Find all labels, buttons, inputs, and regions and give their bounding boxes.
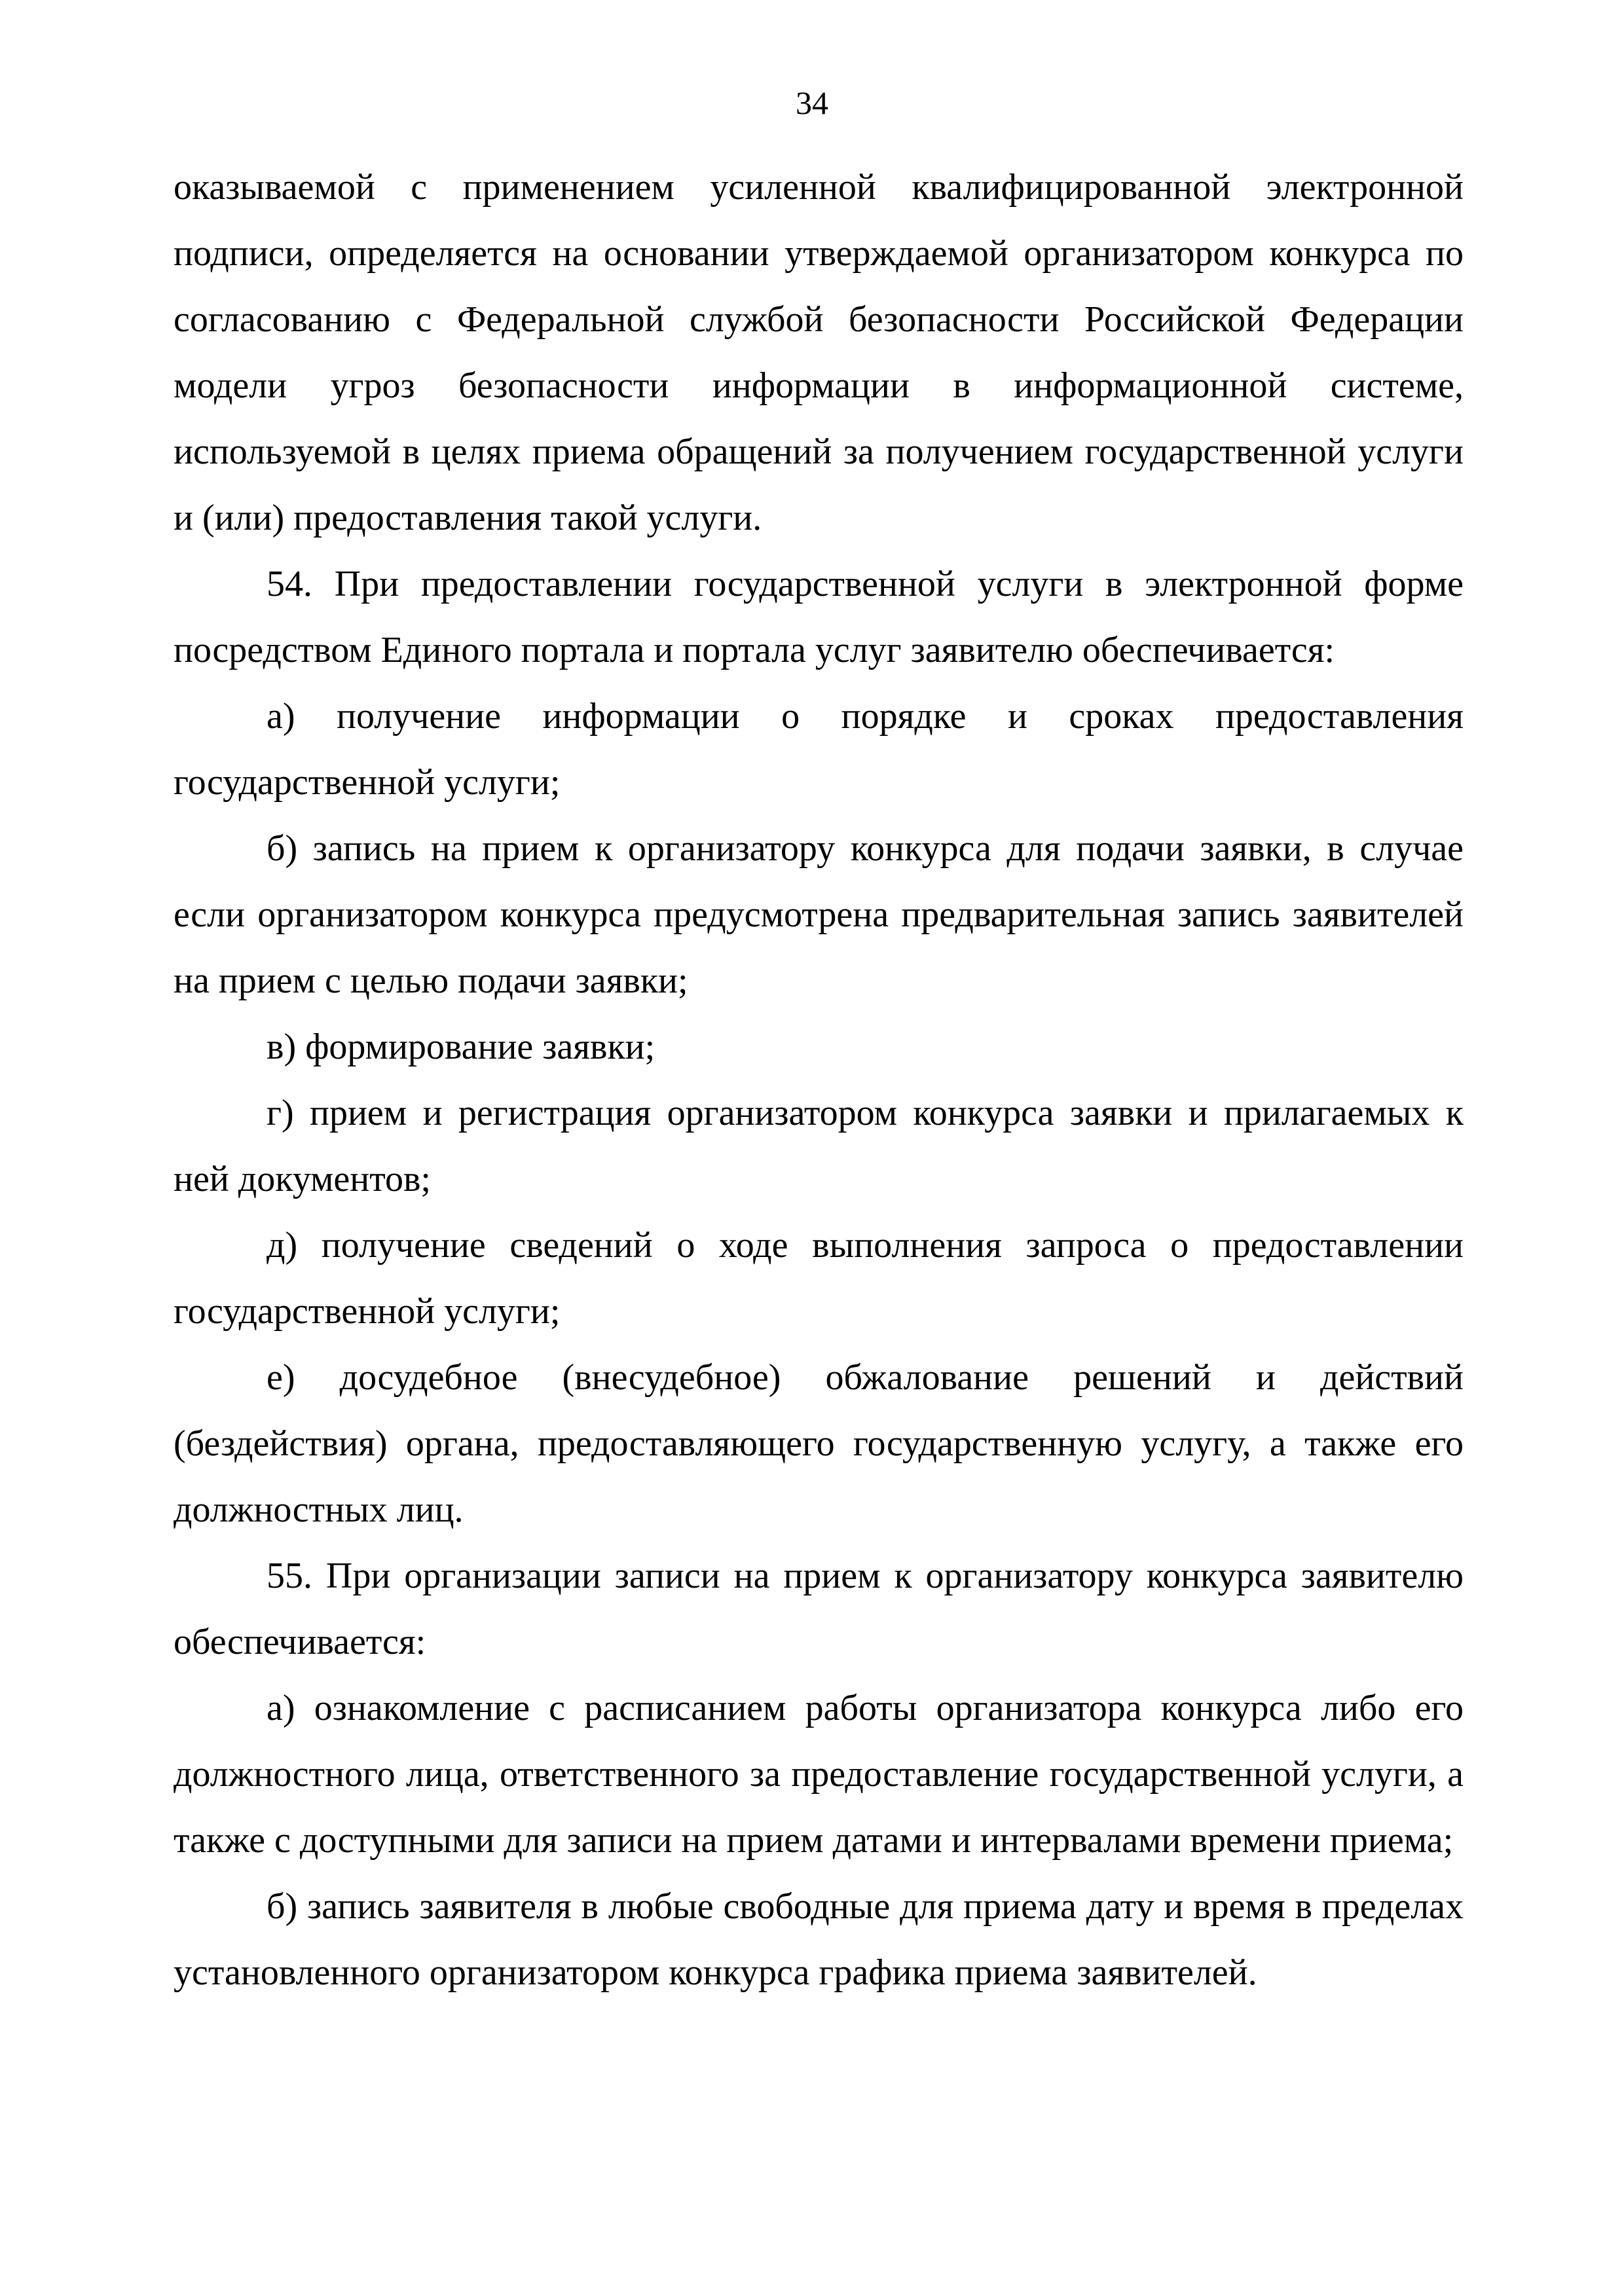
paragraph-55-b: б) запись заявителя в любые свободные для приема дату и время в пределах установленного организатором конкурса графика приема заявителей. — [174, 1886, 1464, 1993]
paragraph-54-a: а) получение информации о порядке и сроках предоставления государственной услуги; — [174, 696, 1464, 803]
page-number: 34 — [796, 84, 828, 121]
paragraph-54: 54. При предоставлении государственной услуги в электронной форме посредством Единого портала и портала услуг заявителю обеспечивается: — [174, 564, 1464, 670]
paragraph-54-v: в) формирование заявки; — [267, 1027, 655, 1067]
paragraph-54-d: д) получение сведений о ходе выполнения запроса о предоставлении государственной услуги; — [174, 1225, 1464, 1332]
paragraph-54-g: г) прием и регистрация организатором конкурса заявки и прилагаемых к ней документов; — [174, 1093, 1464, 1199]
paragraph-55-a: а) ознакомление с расписанием работы организатора конкурса либо его должностного лица, ответственного за предоставление государственной услуги, а также с доступными для записи на прием датами и интервалами времени приема; — [174, 1688, 1464, 1861]
document-body — [174, 155, 1464, 2006]
paragraph-54-b: б) запись на прием к организатору конкурса для подачи заявки, в случае если организатором конкурса предусмотрена предварительная запись заявителей на прием с целью подачи заявки; — [174, 828, 1464, 1001]
paragraph-55: 55. При организации записи на прием к организатору конкурса заявителю обеспечивается: — [174, 1556, 1464, 1662]
paragraph-continuation: оказываемой с применением усиленной квалифицированной электронной подписи, определяется на основании утверждаемой организатором конкурса по согласованию с Федеральной службой безопасности Российской Федерации модели угроз безопасности информации в информационной системе, используемой в целях приема обращений за получением государственной услуги и (или) предоставления такой услуги. — [174, 167, 1464, 538]
paragraph-54-e: е) досудебное (внесудебное) обжалование решений и действий (бездействия) органа, предоставляющего государственную услугу, а также его должностных лиц. — [174, 1357, 1464, 1530]
